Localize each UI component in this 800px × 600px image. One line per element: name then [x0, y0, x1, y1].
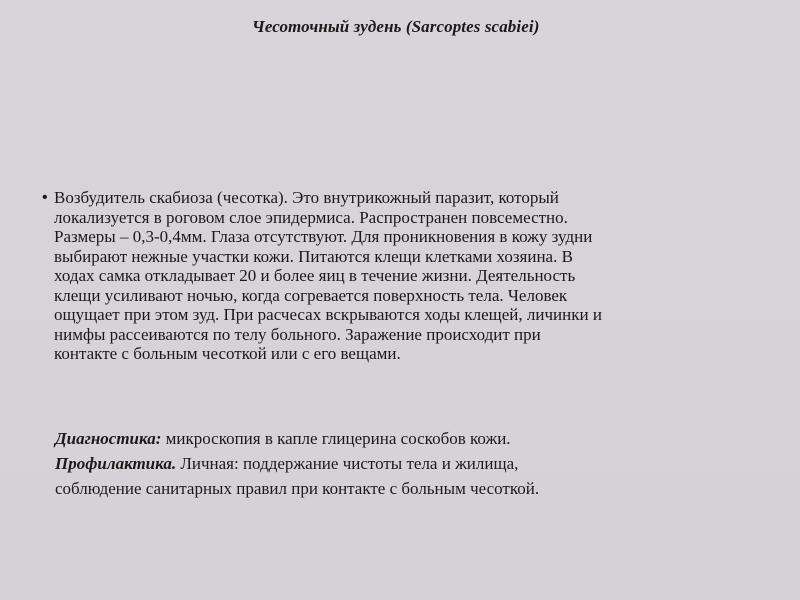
prevention-label: Профилактика.: [55, 454, 177, 473]
bullet-text: [54, 188, 782, 364]
prevention-text: Личная: поддержание чистоты тела и жилища,: [176, 454, 519, 473]
bullet-line: ходах самка откладывает 20 и более яиц в течение жизни. Деятельность: [54, 266, 576, 285]
slide-title: Чесоточный зудень (Sarcoptes scabiei): [252, 17, 540, 36]
bullet-line: Размеры – 0,3-0,4мм. Глаза отсутствуют. Для проникновения в кожу зудни: [54, 227, 593, 246]
notes-section: [55, 426, 775, 501]
bullet-line: выбирают нежные участки кожи. Питаются клещи клетками хозяина. В: [54, 246, 573, 266]
diagnostics-row: [55, 426, 775, 451]
diagnostics-text: микроскопия в капле глицерина соскобов кожи.: [161, 429, 511, 448]
diagnostics-label: Диагностика:: [55, 429, 162, 448]
bullet-line: локализуется в роговом слое эпидермиса. Распространен повсеместно.: [54, 207, 568, 227]
bullet-line: контакте с больным чесоткой или с его вещами.: [54, 344, 401, 363]
prevention-row: [55, 451, 775, 476]
bullet-line: клещи усиливают ночью, когда согревается поверхность тела. Человек: [54, 285, 568, 305]
prevention-continuation: соблюдение санитарных правил при контакте с больным чесоткой.: [55, 479, 540, 498]
bullet-line: нимфы рассеиваются по телу больного. Заражение происходит при: [54, 324, 541, 344]
bullet-line: ощущает при этом зуд. При расчесах вскрываются ходы клещей, личинки и: [54, 305, 602, 324]
bullet-marker: •: [42, 189, 48, 206]
bullet-line: Возбудитель скабиоза (чесотка). Это внутрикожный паразит, который: [54, 188, 559, 207]
